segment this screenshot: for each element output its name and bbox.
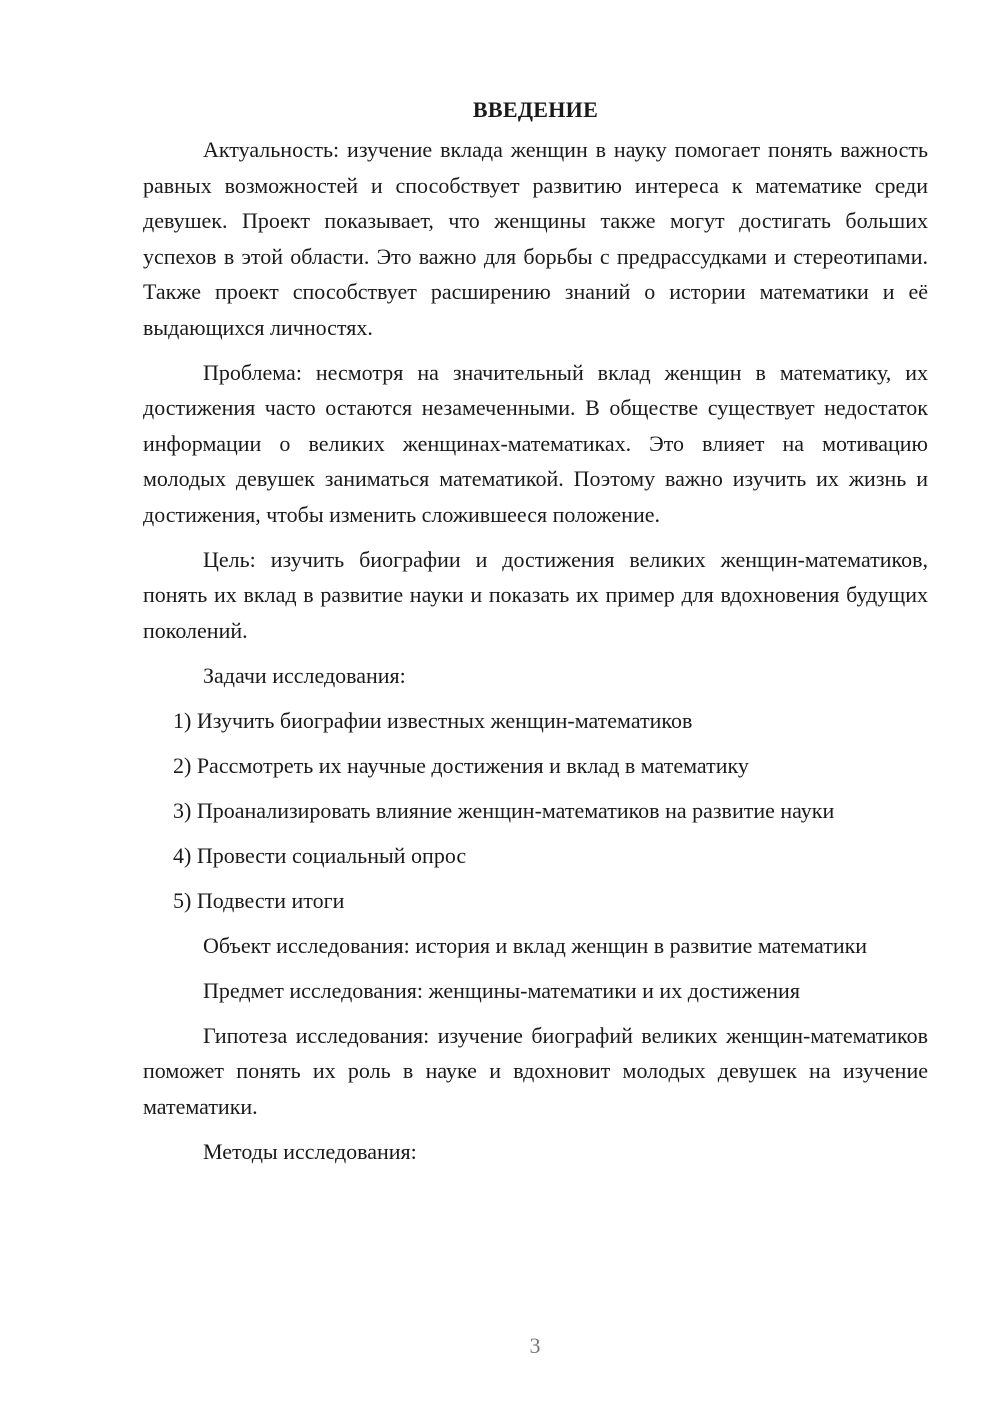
object-paragraph: Объект исследования: история и вклад женщин в развитие математики — [203, 932, 868, 958]
tasks-heading: Задачи исследования: — [203, 662, 406, 688]
task-item-2: 2) Рассмотреть их научные достижения и вклад в математику — [173, 752, 749, 778]
problem-paragraph: Проблема: несмотря на значительный вклад женщин в математику, их достижения часто остаются незамеченными. В обществе существует недостаток информации о великих женщинах-математиках. Это влияет на мотивацию молодых девушек заниматься математикой. Поэтому важно изучить их жизнь и достижения, чтобы изменить сложившееся положение. — [143, 359, 928, 527]
document-page — [143, 92, 928, 1179]
relevance-paragraph: Актуальность: изучение вклада женщин в науку помогает понять важность равных возможностей и способствует развитию интереса к математике среди девушек. Проект показывает, что женщины также могут достигать больших успехов в этой области. Это важно для борьбы с предрассудками и стереотипами. Также проект способствует расширению знаний о истории математики и её выдающихся личностях. — [143, 137, 928, 340]
methods-paragraph: Методы исследования: — [203, 1138, 417, 1164]
hypothesis-paragraph: Гипотеза исследования: изучение биографий великих женщин-математиков поможет понять их роль в науке и вдохновит молодых девушек на изучение математики. — [143, 1022, 928, 1119]
section-title: ВВЕДЕНИЕ — [472, 97, 599, 122]
task-item-4: 4) Провести социальный опрос — [173, 842, 467, 868]
subject-paragraph: Предмет исследования: женщины-математики и их достижения — [203, 977, 800, 1003]
task-item-1: 1) Изучить биографии известных женщин-математиков — [173, 707, 693, 733]
task-item-3: 3) Проанализировать влияние женщин-математиков на развитие науки — [173, 797, 835, 823]
task-item-5: 5) Подвести итоги — [173, 887, 345, 913]
page-number: 3 — [529, 1333, 541, 1358]
goal-paragraph: Цель: изучить биографии и достижения великих женщин-математиков, понять их вклад в развитие науки и показать их пример для вдохновения будущих поколений. — [143, 546, 928, 643]
